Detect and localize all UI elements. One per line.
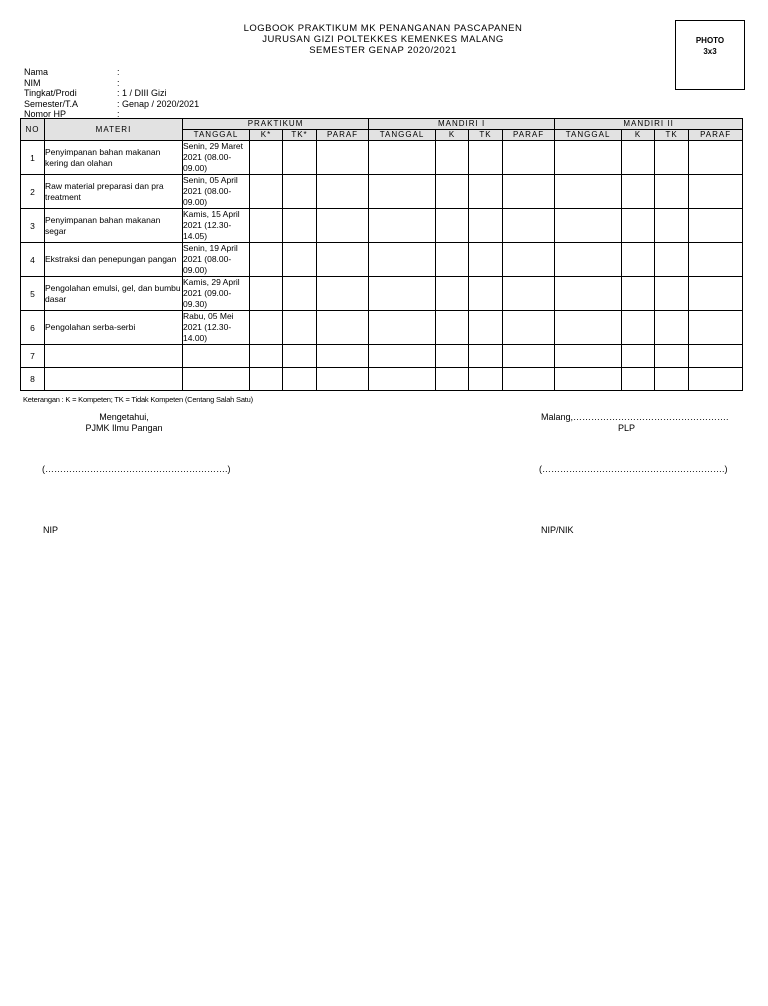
header-k: K [622, 130, 655, 141]
cell-tk[interactable] [283, 175, 317, 209]
legend-note: Keterangan : K = Kompeten; TK = Tidak Kompeten (Centang Salah Satu) [23, 395, 253, 404]
table-row [21, 345, 743, 368]
cell-tk[interactable] [655, 345, 689, 368]
cell-k[interactable] [250, 209, 283, 243]
cell-k[interactable] [436, 277, 469, 311]
info-row-tingkat [24, 88, 199, 99]
header-k: K* [250, 130, 283, 141]
header-semester: SEMESTER GENAP 2020/2021 [309, 45, 457, 56]
info-value: : Genap / 2020/2021 [117, 98, 200, 109]
header-paraf: PARAF [689, 130, 743, 141]
row-materi[interactable] [45, 345, 183, 368]
info-row-nama [24, 67, 199, 78]
cell-tanggal[interactable] [369, 175, 436, 209]
cell-k[interactable] [250, 141, 283, 175]
cell-k[interactable] [622, 345, 655, 368]
cell-tanggal[interactable] [555, 209, 622, 243]
header-paraf: PARAF [503, 130, 555, 141]
cell-k[interactable] [622, 175, 655, 209]
header-materi: MATERI [45, 119, 183, 141]
info-label: Nama [24, 67, 49, 77]
cell-tanggal[interactable] [369, 345, 436, 368]
cell-k[interactable] [436, 141, 469, 175]
cell-tanggal[interactable] [369, 368, 436, 391]
signature-left-line2: PJMK Ilmu Pangan [85, 423, 163, 433]
cell-paraf[interactable] [503, 311, 555, 345]
table-row [21, 243, 743, 277]
cell-tk[interactable] [655, 209, 689, 243]
cell-paraf[interactable] [317, 345, 369, 368]
header-tk: TK [469, 130, 503, 141]
signature-right-place-date: Malang,……………………………………………. [541, 412, 729, 422]
cell-tanggal[interactable] [369, 209, 436, 243]
cell-tanggal[interactable] [369, 277, 436, 311]
signature-left-nip: NIP [43, 525, 59, 535]
row-number: 6 [21, 311, 45, 345]
cell-tanggal[interactable] [369, 243, 436, 277]
cell-k[interactable] [436, 345, 469, 368]
cell-tk[interactable] [469, 311, 503, 345]
cell-tk[interactable] [469, 368, 503, 391]
info-label: Semester/T.A [24, 98, 79, 109]
cell-paraf[interactable] [503, 277, 555, 311]
signature-right-name: (…………………………………………………….) [539, 464, 728, 474]
cell-paraf[interactable] [689, 243, 743, 277]
cell-paraf[interactable] [689, 175, 743, 209]
cell-tk[interactable] [469, 175, 503, 209]
cell-tk[interactable] [283, 141, 317, 175]
photo-box [675, 20, 745, 90]
cell-tanggal[interactable] [555, 368, 622, 391]
cell-paraf[interactable] [689, 141, 743, 175]
cell-k[interactable] [622, 368, 655, 391]
cell-k[interactable] [436, 209, 469, 243]
cell-tk[interactable] [469, 345, 503, 368]
signature-left-name: (…………………………………………………….) [42, 464, 231, 474]
cell-paraf[interactable] [317, 311, 369, 345]
document-header [150, 23, 616, 56]
cell-k[interactable] [622, 277, 655, 311]
cell-tk[interactable] [469, 243, 503, 277]
photo-label: PHOTO [695, 36, 725, 45]
table-row [21, 277, 743, 311]
cell-paraf[interactable] [317, 277, 369, 311]
signature-left-title [84, 412, 164, 434]
table-row [21, 209, 743, 243]
row-materi: Penyimpanan bahan makanan kering dan olahan [45, 141, 183, 175]
cell-tanggal[interactable] [369, 141, 436, 175]
info-label: NIM [24, 77, 41, 88]
header-department: JURUSAN GIZI POLTEKKES KEMENKES MALANG [262, 34, 504, 45]
cell-k[interactable] [436, 175, 469, 209]
row-number: 2 [21, 175, 45, 209]
table-row [21, 175, 743, 209]
header-paraf: PARAF [317, 130, 369, 141]
table-row [21, 311, 743, 345]
info-row-nim [24, 78, 199, 89]
cell-tk[interactable] [283, 345, 317, 368]
header-k: K [436, 130, 469, 141]
row-tanggal[interactable] [183, 345, 250, 368]
cell-tanggal[interactable] [555, 141, 622, 175]
cell-tanggal[interactable] [369, 311, 436, 345]
cell-paraf[interactable] [689, 277, 743, 311]
row-materi: Pengolahan emulsi, gel, dan bumbu dasar [45, 277, 183, 311]
header-tanggal: TANGGAL [555, 130, 622, 141]
row-materi: Penyimpanan bahan makanan segar [45, 209, 183, 243]
header-praktikum: PRAKTIKUM [183, 119, 369, 130]
cell-paraf[interactable] [317, 209, 369, 243]
logbook-table [20, 118, 743, 391]
cell-paraf[interactable] [503, 345, 555, 368]
cell-tanggal[interactable] [555, 277, 622, 311]
header-no: NO [21, 119, 45, 141]
cell-paraf[interactable] [689, 345, 743, 368]
row-tanggal: Rabu, 05 Mei 2021 (12.30-14.00) [183, 311, 250, 345]
row-tanggal: Senin, 05 April 2021 (08.00-09.00) [183, 175, 250, 209]
cell-k[interactable] [622, 141, 655, 175]
row-tanggal: Senin, 19 April 2021 (08.00-09.00) [183, 243, 250, 277]
row-number: 7 [21, 345, 45, 368]
header-tk: TK* [283, 130, 317, 141]
cell-tk[interactable] [283, 311, 317, 345]
cell-k[interactable] [250, 243, 283, 277]
cell-k[interactable] [250, 368, 283, 391]
cell-tk[interactable] [283, 368, 317, 391]
info-value: : [117, 67, 120, 77]
cell-k[interactable] [250, 175, 283, 209]
cell-paraf[interactable] [503, 368, 555, 391]
cell-tk[interactable] [469, 277, 503, 311]
cell-paraf[interactable] [689, 209, 743, 243]
photo-size: 3x3 [703, 47, 717, 56]
row-number: 1 [21, 141, 45, 175]
cell-paraf[interactable] [317, 175, 369, 209]
info-row-semester [24, 99, 199, 110]
info-label: Tingkat/Prodi [24, 88, 77, 98]
cell-paraf[interactable] [317, 368, 369, 391]
cell-k[interactable] [250, 345, 283, 368]
info-value: : [117, 109, 120, 119]
cell-k[interactable] [622, 243, 655, 277]
cell-paraf[interactable] [503, 141, 555, 175]
row-tanggal: Kamis, 15 April 2021 (12.30-14.05) [183, 209, 250, 243]
cell-tk[interactable] [655, 243, 689, 277]
cell-tanggal[interactable] [555, 243, 622, 277]
cell-paraf[interactable] [689, 368, 743, 391]
row-materi: Pengolahan serba-serbi [45, 311, 183, 345]
row-materi[interactable] [45, 368, 183, 391]
table-row [21, 368, 743, 391]
row-tanggal: Kamis, 29 April 2021 (09.00-09.30) [183, 277, 250, 311]
cell-k[interactable] [622, 311, 655, 345]
row-number: 5 [21, 277, 45, 311]
header-title: LOGBOOK PRAKTIKUM MK PENANGANAN PASCAPANEN [243, 23, 523, 34]
cell-k[interactable] [436, 368, 469, 391]
row-tanggal[interactable] [183, 368, 250, 391]
cell-tanggal[interactable] [555, 311, 622, 345]
cell-k[interactable] [250, 311, 283, 345]
cell-tk[interactable] [655, 141, 689, 175]
header-tanggal: TANGGAL [183, 130, 250, 141]
row-number: 4 [21, 243, 45, 277]
header-tk: TK [655, 130, 689, 141]
cell-k[interactable] [436, 243, 469, 277]
header-tanggal: TANGGAL [369, 130, 436, 141]
cell-paraf[interactable] [317, 243, 369, 277]
cell-paraf[interactable] [503, 243, 555, 277]
cell-k[interactable] [436, 311, 469, 345]
header-mandiri-1: MANDIRI I [369, 119, 555, 130]
cell-paraf[interactable] [503, 209, 555, 243]
header-mandiri-2: MANDIRI II [555, 119, 743, 130]
row-materi: Ekstraksi dan penepungan pangan [45, 243, 183, 277]
cell-tanggal[interactable] [555, 345, 622, 368]
cell-tk[interactable] [655, 368, 689, 391]
info-value: : [117, 77, 120, 88]
cell-tk[interactable] [469, 141, 503, 175]
cell-paraf[interactable] [503, 175, 555, 209]
row-materi: Raw material preparasi dan pra treatment [45, 175, 183, 209]
info-value: : 1 / DIII Gizi [117, 88, 167, 98]
cell-tk[interactable] [655, 311, 689, 345]
cell-tanggal[interactable] [555, 175, 622, 209]
row-number: 3 [21, 209, 45, 243]
row-tanggal: Senin, 29 Maret 2021 (08.00-09.00) [183, 141, 250, 175]
cell-tk[interactable] [283, 209, 317, 243]
cell-tk[interactable] [655, 277, 689, 311]
cell-k[interactable] [250, 277, 283, 311]
signature-right-nip: NIP/NIK [541, 525, 574, 535]
cell-tk[interactable] [283, 243, 317, 277]
info-label: Nomor HP [24, 109, 67, 119]
signature-right-role: PLP [618, 423, 636, 433]
cell-paraf[interactable] [689, 311, 743, 345]
student-info [24, 67, 199, 120]
cell-tk[interactable] [283, 277, 317, 311]
cell-k[interactable] [622, 209, 655, 243]
table-row [21, 141, 743, 175]
cell-tk[interactable] [655, 175, 689, 209]
cell-paraf[interactable] [317, 141, 369, 175]
row-number: 8 [21, 368, 45, 391]
cell-tk[interactable] [469, 209, 503, 243]
signature-left-line1: Mengetahui, [99, 412, 149, 422]
